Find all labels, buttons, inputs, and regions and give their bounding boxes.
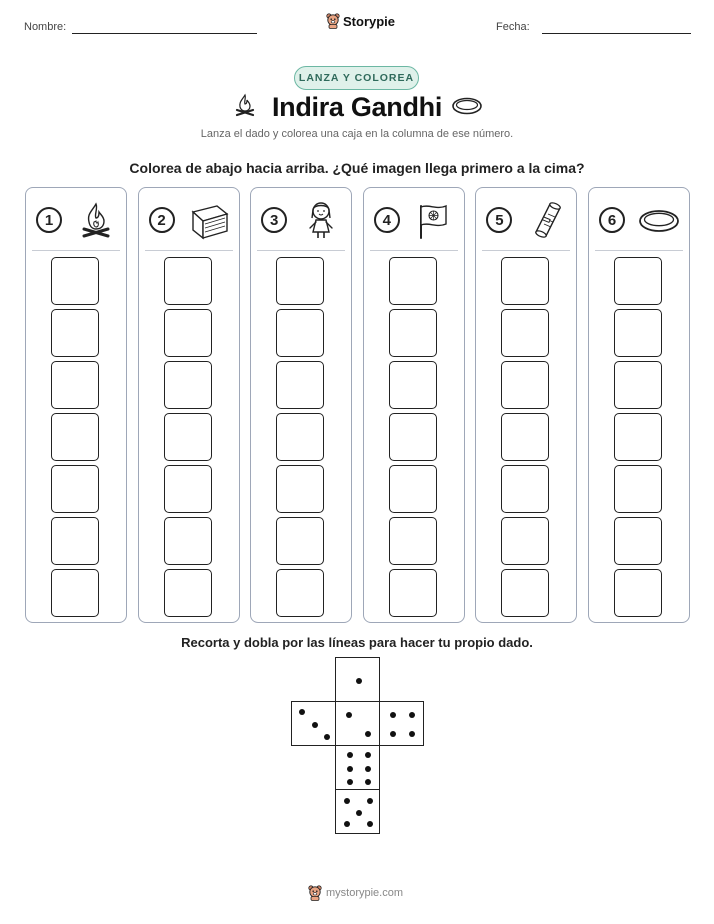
color-box[interactable] (51, 309, 99, 357)
die-face-5 (335, 789, 380, 834)
color-box[interactable] (389, 257, 437, 305)
color-box[interactable] (276, 257, 324, 305)
color-box[interactable] (389, 569, 437, 617)
column-header (486, 200, 570, 240)
color-box[interactable] (164, 517, 212, 565)
die-pip (365, 766, 371, 772)
campfire-icon (74, 200, 118, 240)
color-box[interactable] (614, 413, 662, 461)
color-box[interactable] (164, 309, 212, 357)
color-box[interactable] (614, 465, 662, 513)
die-pip (346, 712, 352, 718)
die-pip (324, 734, 330, 740)
color-box[interactable] (51, 517, 99, 565)
die-pip (365, 779, 371, 785)
column-number: 6 (599, 207, 625, 233)
die-pip (347, 779, 353, 785)
column-1 (25, 187, 127, 623)
color-box[interactable] (614, 309, 662, 357)
color-box[interactable] (614, 361, 662, 409)
color-box[interactable] (51, 465, 99, 513)
column-number: 2 (149, 207, 175, 233)
die-face-3 (291, 701, 336, 746)
color-box[interactable] (614, 569, 662, 617)
color-box[interactable] (51, 257, 99, 305)
column-divider (32, 250, 120, 251)
column-number: 5 (486, 207, 512, 233)
column-number: 4 (374, 207, 400, 233)
die-face-2 (335, 701, 380, 746)
column-divider (595, 250, 683, 251)
die-pip (367, 798, 373, 804)
bear-mascot-icon (308, 885, 322, 901)
bear-mascot-icon (326, 13, 340, 29)
column-header (149, 200, 233, 240)
ring-icon (451, 96, 483, 116)
column-divider (370, 250, 458, 251)
color-box[interactable] (389, 413, 437, 461)
die-pip (344, 821, 350, 827)
color-box[interactable] (614, 517, 662, 565)
column-number: 1 (36, 207, 62, 233)
column-header (374, 200, 458, 240)
die-pip (356, 810, 362, 816)
color-box[interactable] (164, 361, 212, 409)
color-box[interactable] (501, 569, 549, 617)
color-box[interactable] (614, 257, 662, 305)
color-box[interactable] (501, 413, 549, 461)
date-label: Fecha: (496, 21, 530, 33)
column-2 (138, 187, 240, 623)
die-face-1 (335, 657, 380, 702)
color-box[interactable] (501, 257, 549, 305)
color-box[interactable] (389, 517, 437, 565)
color-box[interactable] (501, 361, 549, 409)
girl-doll-icon (299, 200, 343, 240)
color-box[interactable] (276, 517, 324, 565)
die-pip (367, 821, 373, 827)
brand-name: Storypie (343, 13, 396, 29)
color-box[interactable] (164, 465, 212, 513)
color-box[interactable] (389, 309, 437, 357)
page-title: Indira Gandhi (271, 92, 443, 122)
color-box[interactable] (276, 569, 324, 617)
die-pip (365, 731, 371, 737)
name-line (72, 33, 257, 34)
ring-icon (637, 200, 681, 240)
color-box[interactable] (276, 413, 324, 461)
color-box[interactable] (276, 309, 324, 357)
column-3 (250, 187, 352, 623)
die-pip (409, 712, 415, 718)
brand-logo (326, 13, 395, 29)
die-pip (365, 752, 371, 758)
book-icon (187, 200, 231, 240)
die-pip (299, 709, 305, 715)
coloring-instruction: Colorea de abajo hacia arriba. ¿Qué imagen llega primero a la cima? (129, 160, 585, 176)
die-pip (390, 731, 396, 737)
die-pip (390, 712, 396, 718)
footer-url: mystorypie.com (326, 887, 404, 899)
column-divider (145, 250, 233, 251)
die-pip (347, 766, 353, 772)
die-pip (344, 798, 350, 804)
die-face-6 (335, 745, 380, 790)
die-face-4 (379, 701, 424, 746)
color-box[interactable] (276, 465, 324, 513)
color-box[interactable] (501, 517, 549, 565)
color-box[interactable] (501, 465, 549, 513)
date-line (542, 33, 691, 34)
subtitle: Lanza el dado y colorea una caja en la columna de ese número. (200, 128, 514, 140)
column-6 (588, 187, 690, 623)
color-box[interactable] (164, 257, 212, 305)
column-header (261, 200, 345, 240)
column-5 (475, 187, 577, 623)
column-header (36, 200, 120, 240)
color-box[interactable] (51, 413, 99, 461)
cut-instruction: Recorta y dobla por las líneas para hacer tu propio dado. (181, 635, 533, 650)
column-header (599, 200, 683, 240)
activity-badge: LANZA Y COLOREA (294, 66, 419, 90)
die-pip (356, 678, 362, 684)
column-divider (257, 250, 345, 251)
column-4 (363, 187, 465, 623)
die-pip (312, 722, 318, 728)
india-flag-icon (412, 200, 456, 240)
column-divider (482, 250, 570, 251)
color-box[interactable] (501, 309, 549, 357)
name-label: Nombre: (24, 21, 67, 33)
color-box[interactable] (389, 465, 437, 513)
column-number: 3 (261, 207, 287, 233)
color-box[interactable] (276, 361, 324, 409)
color-box[interactable] (164, 569, 212, 617)
die-pip (347, 752, 353, 758)
color-box[interactable] (164, 413, 212, 461)
color-box[interactable] (51, 361, 99, 409)
color-box[interactable] (51, 569, 99, 617)
color-box[interactable] (389, 361, 437, 409)
die-pip (409, 731, 415, 737)
footer (308, 885, 403, 901)
scroll-icon (524, 200, 568, 240)
